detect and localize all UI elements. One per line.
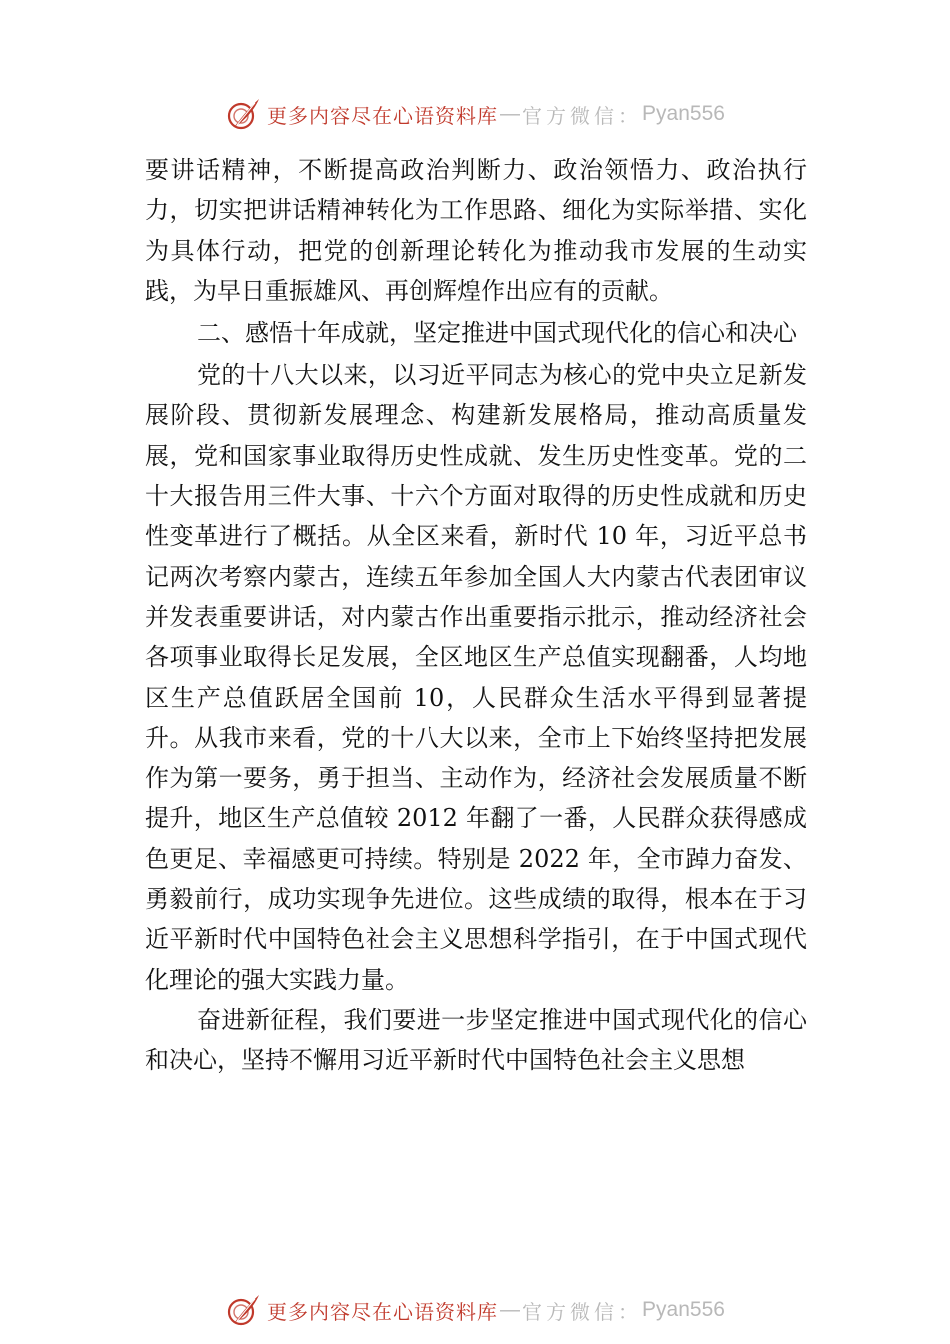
quill-logo-icon <box>225 96 261 132</box>
paragraph-continuation: 要讲话精神，不断提高政治判断力、政治领悟力、政治执行力，切实把讲话精神转化为工作思路、细化为实际举措、实化为具体行动，把党的创新理论转化为推动我市发展的生动实践，为早日重振雄风、再创辉煌作出应有的贡献。 <box>145 156 807 305</box>
banner-content <box>225 1292 725 1328</box>
banner-content <box>225 96 725 132</box>
banner-text: 更多内容尽在心语资料库 <box>267 1299 499 1324</box>
quill-logo-icon <box>225 1292 261 1328</box>
banner-text: 更多内容尽在心语资料库 <box>267 103 499 128</box>
banner-wechat-id: Pyan556 <box>642 1298 725 1321</box>
banner-dash: — <box>500 1298 521 1321</box>
section-heading: 二、感悟十年成就，坚定推进中国式现代化的信心和决心 <box>197 319 797 348</box>
header-banner <box>0 94 950 134</box>
paragraph-new-journey: 奋进新征程，我们要进一步坚定推进中国式现代化的信心和决心，坚持不懈用习近平新时代中国特色社会主义思想 <box>145 1005 807 1075</box>
banner-wechat-id: Pyan556 <box>642 102 725 125</box>
banner-wechat-label: 官方微信： <box>522 103 643 128</box>
banner-dash: — <box>500 102 521 125</box>
footer-banner <box>0 1290 950 1330</box>
banner-wechat-label: 官方微信： <box>522 1299 643 1324</box>
paragraph-achievements: 党的十八大以来，以习近平同志为核心的党中央立足新发展阶段、贯彻新发展理念、构建新发展格局，推动高质量发展，党和国家事业取得历史性成就、发生历史性变革。党的二十大报告用三件大事、十六个方面对取得的历史性成就和历史性变革进行了概括。从全区来看，新时代 10 年，习近平总书记两次考察内蒙古，连续五年参加全国人大内蒙古代表团审议并发表重要讲话，对内蒙古作出重要指示批示，推动经济社会各项事业取得长足发展，全区地区生产总值实现翻番，人均地区生产总值跃居全国前 10，人民群众生活水平得到显著提升。从我市来看，党的十八大以来，全市上下始终坚持把发展作为第一要务，勇于担当、主动作为，经济社会发展质量不断提升，地区生产总值较 2012 年翻了一番，人民群众获得感成色更足、幸福感更可持续。特别是 2022 年，全市踔力奋发、勇毅前行，成功实现争先进位。这些成绩的取得，根本在于习近平新时代中国特色社会主义思想科学指引，在于中国式现代化理论的强大实践力量。 <box>145 361 807 994</box>
document-body <box>145 150 807 1081</box>
